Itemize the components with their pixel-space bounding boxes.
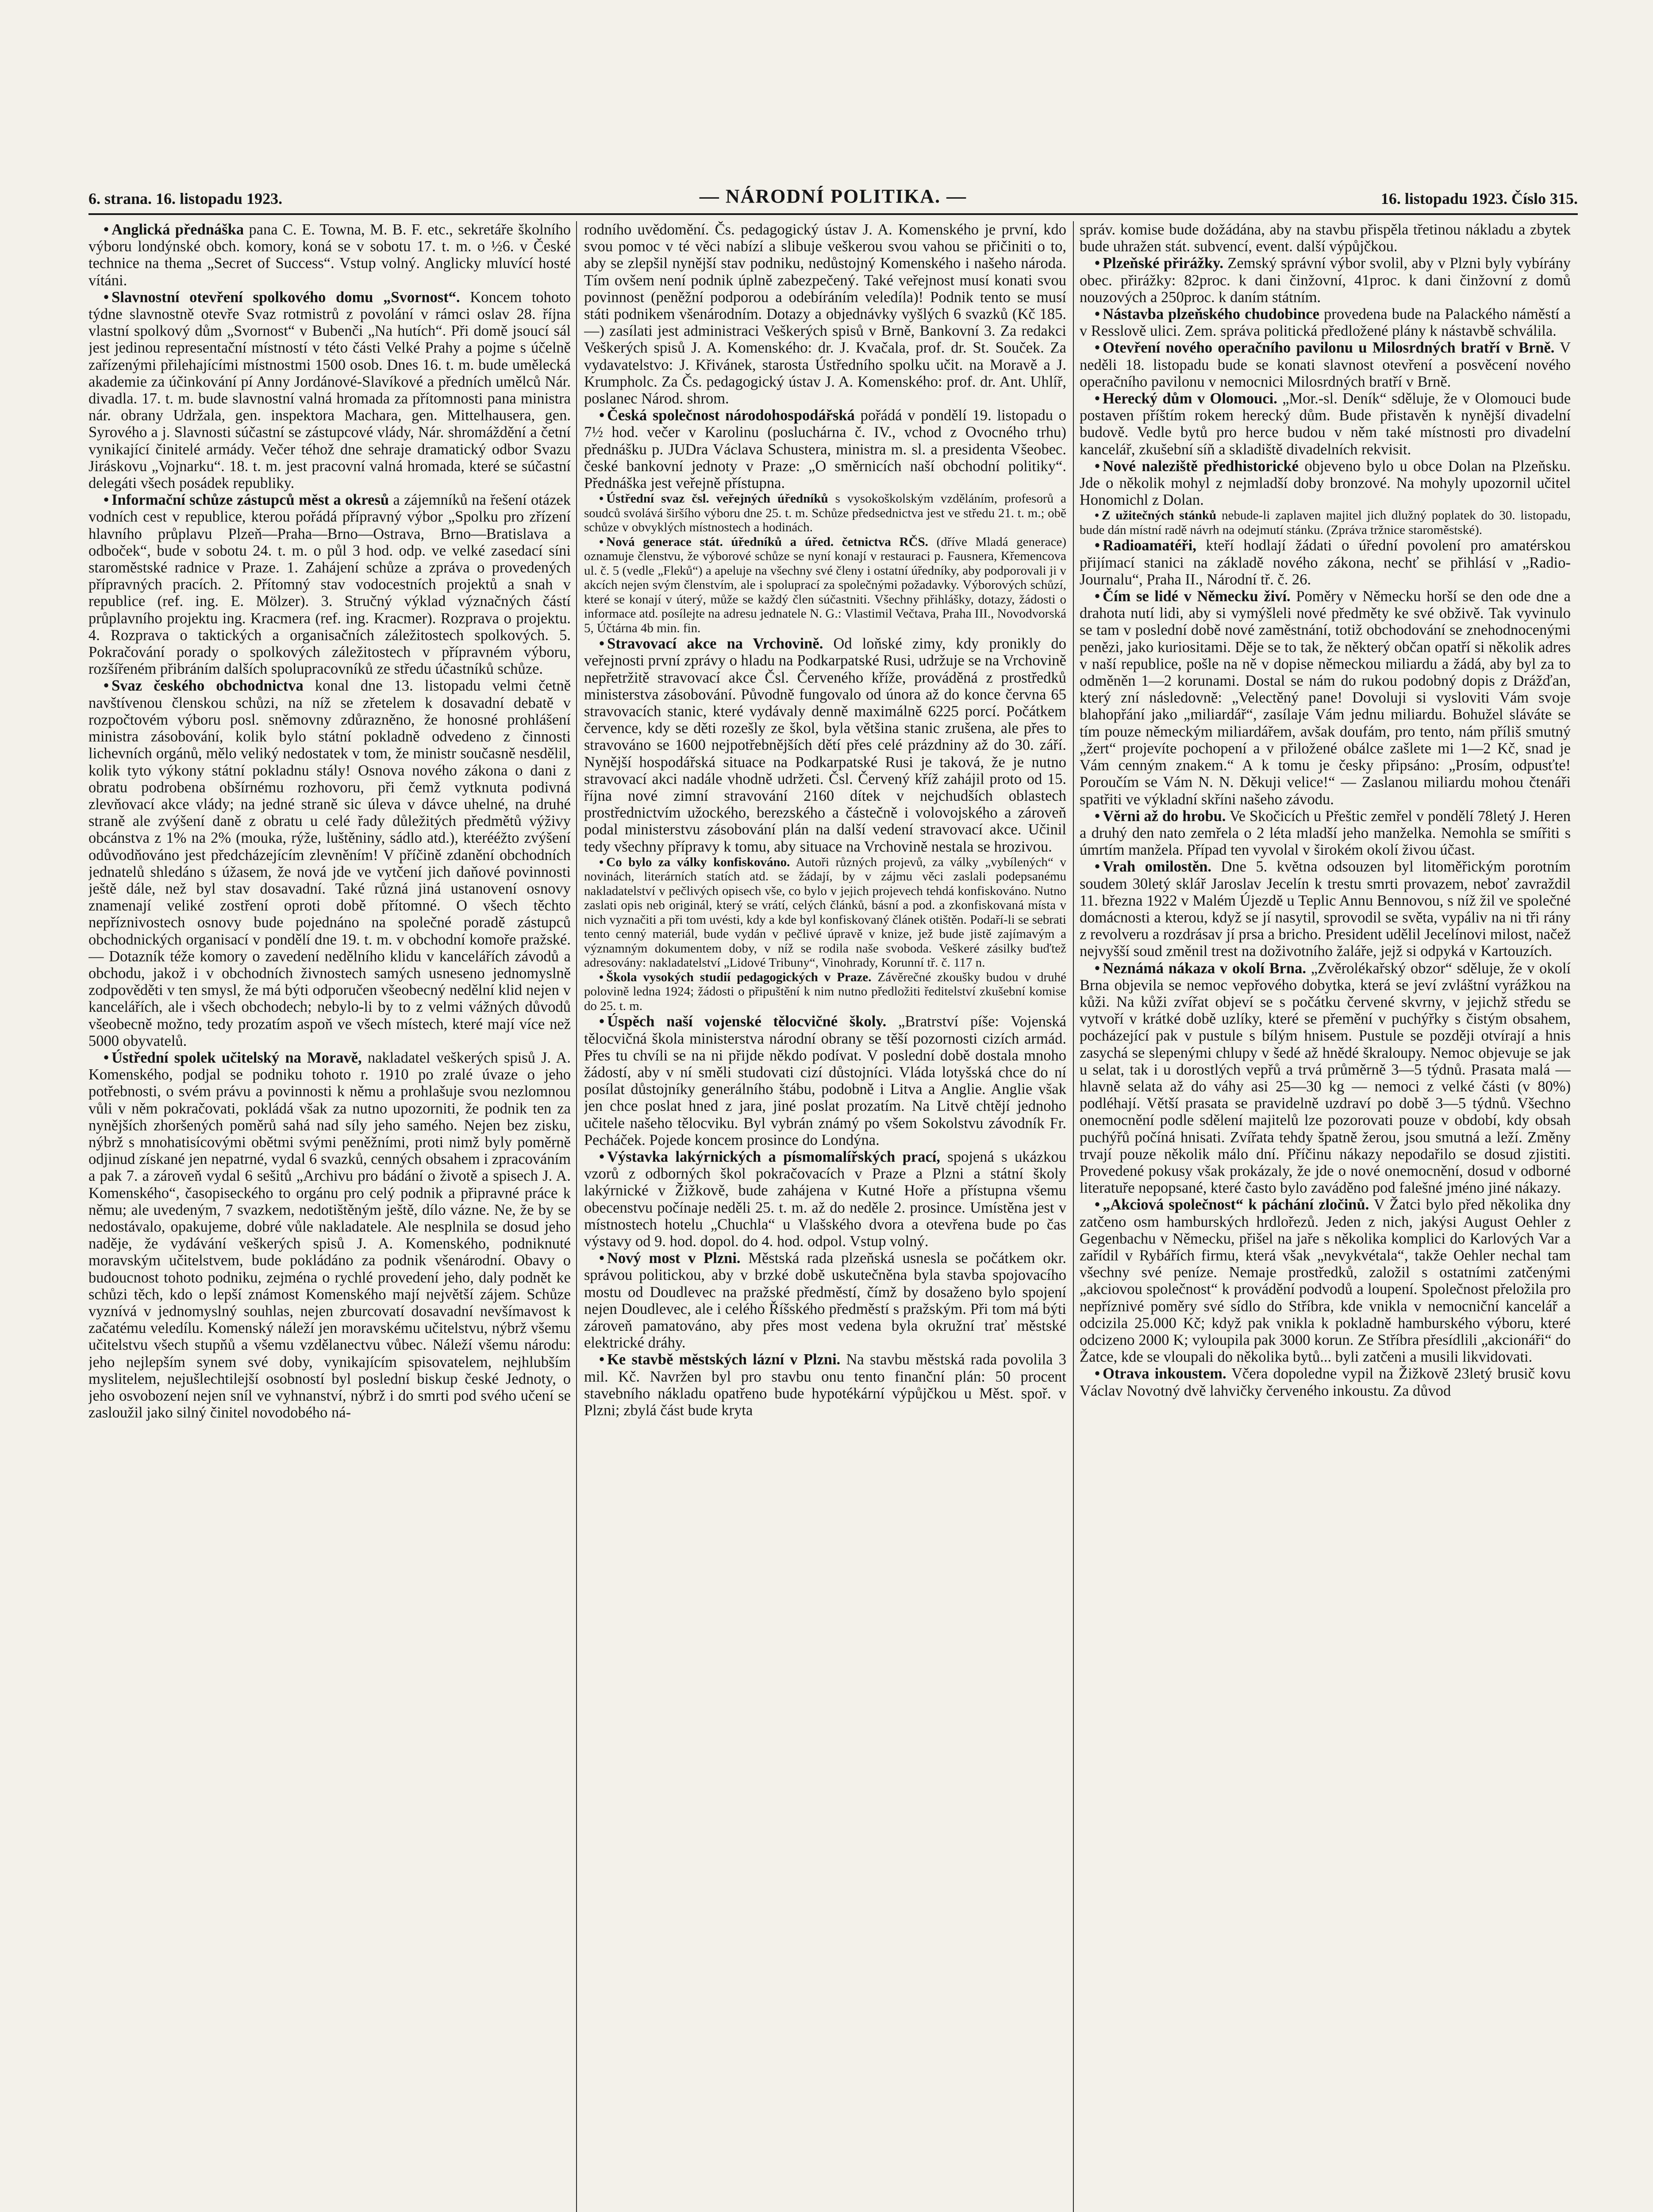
bullet-icon: • [104,492,109,509]
news-item-headline: Ke stavbě městských lázní v Plzni. [607,1351,841,1368]
news-item-body: provedena bude na Palackého náměstí a v Resslově ulici. Zem. správa politická předložené plány k nástavbě schválila. [1080,306,1571,340]
news-item [584,970,1066,1014]
bullet-icon: • [1095,807,1100,825]
news-item-headline: Slavnostní otevření spolkového domu „Svornost“. [111,288,460,306]
news-item-headline: Neznámá nákaza v okolí Brna. [1103,960,1306,977]
news-item-body: nebude-li zaplaven majitel jich dlužný poplatek do 30. listopadu, bude dán místní radě návrh na odejmutí stánku. (Zpráva tržnice staroměstské). [1080,508,1571,537]
news-item [1080,588,1571,808]
news-item [1080,306,1571,339]
news-item-headline: Věrni až do hrobu. [1103,807,1226,825]
bullet-icon: • [599,1351,605,1368]
news-item-body: Městská rada plzeňská usnesla se počátkem okr. správou politickou, aby v brzké době uskutečněna byla stavba spojovacího mostu od Doudlevec na pražské předměstí, čímž by dosaženo bylo spojení nejen Doudlevec, ale i celého Říšského předměstí s pražským. Při tom má býti zároveň pamatováno, aby přes most vedena byla okružní trať městské elektrické dráhy. [584,1250,1066,1352]
news-item-headline: Ústřední svaz čsl. veřejných úředníků [606,492,828,506]
news-item-headline: Vrah omilostěn. [1103,858,1212,876]
news-item-headline: Ústřední spolek učitelský na Moravě, [111,1049,362,1066]
page-number-date: 6. strana. 16. listopadu 1923. [88,190,283,207]
news-item-headline: Otrava inkoustem. [1103,1365,1226,1382]
news-item-body: (dříve Mladá generace) oznamuje členstvu, že výborové schůze se nyní konají v restauraci p. Fausnera, Křemencova ul. č. 5 (vedle „Fleků“) a apeluje na všechny své členy i ostatní úředníky, aby podporovali ji v akcích nejen svým členstvím, ale i spoluprací za společnými požadavky. Výborových schůzí, které se konají v úterý, může se každý člen súčastniti. Všechny přihlášky, dotazy, žádosti o informace atd. posílejte na adresu jednatele N. G.: Vlastimil Večtava, Praha III., Novodvorská 5, Účtárna 4b min. fin. [584,534,1066,635]
bullet-icon: • [1095,960,1100,977]
bullet-icon: • [104,677,109,695]
news-item-headline: Otevření nového operačního pavilonu u Milosrdných bratří v Brně. [1103,339,1555,357]
bullet-icon: • [1095,390,1100,407]
bullet-icon: • [599,1250,605,1267]
news-item [88,492,571,677]
news-item [1080,458,1571,509]
bullet-icon: • [599,492,604,506]
news-item-headline: Stravovací akce na Vrchovině. [607,635,823,653]
news-item-body: Od loňské zimy, kdy pronikly do veřejnosti první zprávy o hladu na Podkarpatské Rusi, udržuje se na Vrchovině nepřetržitě stravovací akce Čsl. Červeného kříže, prováděná z prostředků ministerstva zásobování. Původně fungovalo od února až do konce června 65 stravovacích stanic, které vydávaly denně maximálně 6225 porcí. Počátkem července, kdy se děti rozešly ze škol, byla většina stanic zrušena, ale přes to stravováno se 1600 nejpotřebnějších dětí přes celé prázdniny až do 30. září. Nynější hospodářská situace na Podkarpatské Rusi je taková, že je nutno stravovací akci nadále vhodně udržeti. Čsl. Červený kříž zahájil proto od 15. října nové zimní stravování 2160 dítek v nejchudších oblastech prostřednictvím užockého, berezského a částečně i volovojského a zároveň podal ministerstvu zásobování plán na další vedení stravovací akce. Učinil tedy všechny přípravy k tomu, aby situace na Vrchovině nestala se hrozivou. [584,635,1066,855]
bullet-icon: • [599,855,604,869]
bullet-icon: • [599,635,605,653]
news-item-headline: Svaz českého obchodnictva [111,677,304,695]
news-item-headline: Česká společnost národohospodářská [607,407,855,424]
news-item-headline: Anglická přednáška [111,221,244,238]
bullet-icon: • [1095,1196,1100,1214]
news-item-body: a zájemníků na řešení otázek vodních cest v republice, kterou pořádá přípravný výbor „Spolku pro zřízení hlavního průplavu Plzeň—Praha—Brno—Ostrava, Brno—Bratislava a odboček“, bude v sobotu 24. t. m. o půl 3 hod. odp. ve velké zasedací síni staroměstské radnice v Praze. 1. Zahájení schůze a zpráva o provedených přípravných pracích. 2. Přítomný stav vodocestních projektů a snah v republice (ref. ing. E. Mölzer). 3. Stručný výklad význačných částí průplavního projektu ing. Kracmera (ref. ing. Kracmer). Rozprava o projektu. 4. Rozprava o taktických a organisačních záležitostech spolkových. 5. Pokračování porady o spolkových záležitostech v přípravném výboru, rozšířeném přibráním dalších spolupracovníků ze středu účastníků schůze. [88,492,571,678]
news-item [584,535,1066,636]
news-item-headline: Herecký dům v Olomouci. [1103,390,1277,407]
issue-number-date: 16. listopadu 1923. Číslo 315. [1380,190,1578,207]
news-item-headline: Informační schůze zástupců měst a okresů [111,492,389,509]
news-item [88,1049,571,1421]
news-item-body: pořádá v pondělí 19. listopadu o 7½ hod. večer v Karolinu (posluchárna č. IV., vchod z Ovocného trhu) přednášku p. JUDra Václava Schustera, ministra m. sl. a presidenta Všeobec. české bankovní jednoty v Praze: „O směrnicích naší obchodní politiky“. Přednáška jest veřejně přístupna. [584,407,1066,492]
news-item-headline: Nové naleziště předhistorické [1103,457,1299,475]
news-item [88,221,571,289]
news-item-headline: Plzeňské přirážky. [1103,255,1224,272]
news-item-body: Koncem tohoto týdne slavnostně otevře Svaz rotmistrů z povolání v rámci oslav 28. října vlastní spolkový dům „Svornost“ v Bubenči „Na hutích“. Při domě jsoucí sál jest jedinou representační místností v této části Velké Prahy a pojme s účelně zařízenými přilehajícími místnostmi 1500 osob. Dnes 16. t. m. bude umělecká akademie za účinkování pí Anny Jordánové-Slavíkové a předních umělců Nár. divadla. 17. t. m. bude slavnostní valná hromada za přítomnosti pana ministra nár. obrany Udržala, gen. inspektora Machara, gen. Mittelhausera, gen. Syrového a j. Slavnosti súčastní se zástupcové vlády, Nár. shromáždění a četní vynikající činitelé armády. Večer téhož dne sehraje dramatický odbor Svazu Jiráskovu „Vojnarku“. 18. t. m. jest pracovní valná hromada, které se súčastní delegáti všech posádek republiky. [88,288,571,492]
bullet-icon: • [599,1148,605,1166]
news-item [584,221,1066,407]
bullet-icon: • [104,1049,109,1066]
masthead-title: — NÁRODNÍ POLITIKA. — [699,185,967,207]
news-item-body: Poměry v Německu horší se den ode dne a drahota nutí lidi, aby si vymýšleli nové předměty ke své obživě. Tak vyvinulo se tam v poslední době nové zaměstnání, totiž obchodování se znehodnocenými penězi, jako kuriositami. Děje se to tak, že některý občan opatří si několik adres v naší republice, pošle na ně v dopise německou miliardu a žádá, aby byl za to odměněn 1—2 korunami. Dostal se nám do rukou podobný dopis z Drážďan, který zní následovně: „Velectěný pane! Dovoluji si vysloviti Vám svoje blahopřání jako „miliardář“, zasílaje Vám jednu miliardu. Bohužel sláváte se tím pouze německým miliardářem, avšak doufám, pro tento, nám příliš smutný „žert“ projevíte pochopení a v přiložené obálce zašlete mi 1—2 Kč, snad je Vám cenným znakem.“ A k tomu je česky připsáno: „Prosím, odpusťte! Poroučím se Vám N. N. Děkuji velice!“ — Zaslanou miliardu mohou čtenáři spatřiti ve výkladní skříni našeho závodu. [1080,588,1571,808]
column-1 [88,221,571,2212]
news-item [584,492,1066,535]
column-separator [1073,221,1074,2212]
news-item-headline: Úspěch naší vojenské tělocvičné školy. [607,1013,887,1030]
news-item [584,1351,1066,1419]
bullet-icon: • [599,407,605,424]
news-item-headline: Nástavba plzeňského chudobince [1103,306,1319,323]
news-item-body: Zemský správní výbor svolil, aby v Plzni byly vybírány obec. přirážky: 82proc. k dani činžovní, 41proc. k dani činžovní z domů nouzových a 250proc. k daním státním. [1080,255,1571,306]
bullet-icon: • [1095,1365,1100,1382]
news-item-body: pana C. E. Towna, M. B. F. etc., sekretáře školního výboru londýnské obch. komory, koná se v sobotu 17. t. m. o ½6. v České technice na thema „Secret of Success“. Vstup volný. Anglicky mluvící hosté vítáni. [88,221,571,289]
news-item-body: V neděli 18. listopadu bude se konati slavnost otevření a posvěcení nového operačního pavilonu v nemocnici Milosrdných bratří v Brně. [1080,339,1571,390]
news-item [584,407,1066,492]
news-item-body: s vysokoškolským vzděláním, profesorů a soudců svolává širšího výboru dne 25. t. m. Schůze předsednictva jest ve středu 21. t. m.; obě schůze v obvyklých místnostech a hodinách. [584,492,1066,535]
news-item-body: objeveno bylo u obce Dolan na Plzeňsku. Jde o několik mohyl z nejmladší doby bronzové. Na mohyly upozornil učitel Honomichl z Dolan. [1080,457,1571,509]
bullet-icon: • [1095,858,1100,876]
news-item [584,1250,1066,1351]
news-item-body: V Žatci bylo před několika dny zatčeno osm hamburských hrdlořezů. Jeden z nich, jakýsi August Oehler z Gegenbachu v Německu, přišel na jaře s několika komplici do Karlových Var a zařídil v Rybářích firmu, která však „nevykvétala“, takže Oehler nechal tam všechny své peníze. Nemaje prostředků, založil s ostatními zatčenými „akciovou společnost“ k provádění podvodů a loupení. Společnost přeložila pro nepříznivé poměry své sídlo do Stříbra, kde vnikla v nemocniční kancelář a odcizila 25.000 Kč; když pak vnikla k pokladně hamburského výboru, které odcizeno 2000 K; vyloupila pak 3000 korun. Ze Stříbra přesídlili „akcionáři“ do Žatce, kde se vloupali do několika bytů... byli zatčeni a musili likvidovati. [1080,1196,1571,1366]
bullet-icon: • [1095,537,1100,554]
bullet-icon: • [1095,255,1100,272]
news-item [1080,858,1571,960]
news-item-body: správ. komise bude dožádána, aby na stavbu přispěla třetinou nákladu a zbytek bude uhražen stát. subvencí, event. další výpůjčkou. [1080,221,1571,255]
bullet-icon: • [599,534,604,549]
bullet-icon: • [599,1013,605,1030]
news-item [584,855,1066,970]
bullet-icon: • [104,288,109,306]
news-item-headline: Výstavka lakýrnických a písmomalířských prací, [607,1148,940,1166]
news-item-headline: Z užitečných stánků [1102,508,1217,523]
news-item [88,677,571,1049]
news-item-headline: Nový most v Plzni. [607,1250,741,1267]
news-item-body: Autoři různých projevů, za války „vybílených“ v novinách, literárních statích atd. se žádají, by v zájmu věci zaslali podepsanému nakladatelství v pečlivých opisech vše, co bylo v jejich projevech tehdá konfiskováno. Nutno zaslati opis neb originál, který se vrátí, celých článků, básní a pod. a zkonfiskovaná místa v nich vyznačiti a při tom uvésti, kdy a kde byl konfiskovaný článek otištěn. Podaří-li se sebrati tento cenný materiál, bude vydán v pečlivé úpravě v knize, jež bude jistě zajímavým a významným dokumentem doby, v níž se rodila naše svoboda. Veškeré zásilky buďtež adresovány: nakladatelství „Lidové Tribuny“, Vinohrady, Korunní tř. č. 117 n. [584,855,1066,970]
bullet-icon: • [1095,508,1099,523]
news-item-headline: Nová generace stát. úředníků a úřed. četnictva RČS. [606,534,928,549]
news-item [1080,508,1571,537]
news-item-body: Ve Skočicích u Přeštic zemřel v pondělí 78letý J. Heren a druhý den nato zemřela o 2 léta mladší jeho manželka. Nemohla se smířiti s úmrtím manžela. Případ ten vyvolal v širokém okolí živou účast. [1080,807,1571,859]
news-item [1080,960,1571,1197]
news-item [1080,221,1571,255]
page-header [88,185,1578,210]
news-item [1080,255,1571,306]
news-item [584,635,1066,855]
bullet-icon: • [104,221,109,238]
news-item-body: Dne 5. května odsouzen byl litoměřickým porotním soudem 30letý sklář Jaroslav Jecelín k trestu smrti provazem, neboť zavraždil 11. března 1922 v Malém Újezdě u Teplic Annu Bennovou, s níž žil ve společné domácnosti a kterou, když se jí nasytil, sprovodil se světa, vypáliv na ni tři rány z revolveru a rozdrásav jí prsa a bricho. President udělil Jecelínovi milost, načež nejvyšší soud změnil trest na doživotního žaláře, jejž si odpyká v Kartouzích. [1080,858,1571,960]
news-item-headline: Škola vysokých studií pedagogických v Praze. [606,970,872,984]
news-item [88,289,571,492]
bullet-icon: • [1095,588,1100,605]
news-item-headline: „Akciová společnost“ k páchání zločinů. [1103,1196,1369,1214]
news-item [1080,808,1571,859]
news-item-body: „Bratrství píše: Vojenská tělocvičná škola ministerstva národní obrany se těší pozornosti cizích armád. Přes tu chvíli se na ni přijde někdo podívat. V poslední době dostala mnoho žádostí, aby v ní směli studovati cizí důstojníci. Vláda lotyšská chce do ní posílat důstojníky generálního štábu, podobně i Litva a Anglie. Anglie však jen chce poslat hned z jara, jiné poslat prozatím. Na Litvě chtějí jednoho učitele našeho tělocviku. Byl vybrán známý po všem Sokolstvu závodník Fr. Pecháček. Pojede koncem prosince do Londýna. [584,1013,1066,1148]
news-item-body: nakladatel veškerých spisů J. A. Komenského, podjal se podniku tohoto r. 1910 po zralé úvaze o jeho potřebnosti, o svém právu a povinnosti k němu a prohlašuje svou nezlomnou vůli v něm pokračovati, pokládá však za nutno upozorniti, že podnik ten za nynějších zhoršených poměrů sahá nad síly jeho samého. Nejen bez zisku, nýbrž s mnohatisícovými obětmi svými peněžními, proti nimž byly poměrně odjinud získané jen nepatrné, vydal 6 svazků, cenných obsahem i zpracováním a pak 7. a zároveň vydal 6 sešitů „Archivu pro bádání o životě a spisech J. A. Komenského“, časopiseckého to orgánu pro celý podnik a připravné práce k němu; ale uvedeným, 7 svazkem, nedotištěným ještě, dílo vázne. Ne, že by se nedostávalo, opakujeme, dobré vůle nakladatele. Ale nesplnila se dosud jeho naděje, že vydávání veškerých spisů J. A. Komenského, podniknuté moravským učitelstvem, bude pokládáno za podnik všenárodní. Obavy o budoucnost tohoto podniku, zejména o rychlé provedení jeho, daly podnět ke schůzi těch, kdo o lepší známost Komenského mají největší zájem. Schůze vyznívá v jednomyslný souhlas, nejen zburcovatí dosavadní nevšímavost k začatému veledílu. Komenský náleží jen moravskému učitelstvu, nýbrž všemu učitelstvu všech stupňů a všemu vzdělanectvu vůbec. Náleží všemu národu: jeho nejlepším synem své doby, vynikajícím spisovatelem, nejhlubším myslitelem, nejušlechtilejší osobností byl poslední biskup české Jednoty, o jeho osvobození nejen sníl ve vyhnanství, nýbrž i do smrti pod svého učení se zasloužil jako silný činitel novodobého ná- [88,1049,571,1421]
column-3 [1080,221,1571,2212]
news-item [584,1148,1066,1250]
news-item [1080,339,1571,390]
bullet-icon: • [1095,457,1100,475]
column-separator [576,221,577,2212]
news-item [1080,1196,1571,1365]
news-item-body: kteří hodlají žádati o úřední povolení pro amatérskou přijímací stanici na základě nového zákona, nechť se přihlásí v „Radio-Journalu“, Praha II., Národní tř. č. 26. [1080,537,1571,588]
news-item [1080,390,1571,458]
news-item [1080,537,1571,588]
news-item-body: „Mor.-sl. Deník“ sděluje, že v Olomouci bude postaven příštím rokem herecký dům. Bude přistavěn k nynější divadelní budově. Vedle bytů pro herce budou v něm také místnosti pro divadelní kancelář, zkušební síň a skladiště divadelních rekvisit. [1080,390,1571,458]
news-item-headline: Radioamatéři, [1103,537,1196,554]
news-item-body: spojená s ukázkou vzorů z odborných škol pokračovacích v Praze a Plzni a státní školy lakýrnické v Žižkově, bude zahájena v Kutné Hoře a přístupna všemu obecenstvu počínaje neděli 25. t. m. až do neděle 2. prosince. Umístěna jest v místnostech hotelu „Chuchla“ u Vlašského dvora a otevřena bude po čas výstavy od 9. hod. dopol. do 4. hod. odpol. Vstup volný. [584,1148,1066,1250]
news-item-headline: Co bylo za války konfiskováno. [606,855,790,869]
news-item [1080,1365,1571,1399]
news-item-body: konal dne 13. listopadu velmi četně navštívenou členskou schůzi, na níž se zřetelem k dosavadní debatě v rozpočtovém výboru posl. sněmovny zdůrazněno, že honosné prohlášení ministra zásobování, kolik bylo státní pokladně odvedeno z činnosti lichevních orgánů, mělo veliký nedostatek v tom, že ministr současně nesdělil, kolik tyto výkony státní pokladnu stály! Osnova nového zákona o dani z obratu podrobena obšírnému rozhovoru, při čemž vytknuta podivná zlevňovací akce vlády; na jedné straně sic úleva v dávce uhelné, na druhé straně ale zvýšení daně z obratu u celé řady důležitých předmětů výživy obcánstva z 1% na 2% (mouka, rýže, luštěniny, sádlo atd.), kterééžto zvýšení odůvodňováno jest předcházejícím zlevněním! V příčině zdanění obchodních jednatelů shledáno s úžasem, že nová jde ve vytčení jich daňové povinnosti ještě dále, než byl stav dosavadní. Také různá jiná ustanovení osnovy znamenají veliké zostření oproti době přítomné. O všech těchto nepříznivostech osnovy bude pojednáno na společné poradě zástupců obchodnických organisací v pondělí dne 19. t. m. v obchodní komoře pražské. — Dotazník téže komory o zavedení nedělního klidu v kancelářích závodů a obchodu, jakož i v obchodních živnostech samých usneseno jednomyslně zodpověděti v ten smysl, že má býti odporučen všeobecný nedělní klid nejen v kancelářích, ale i všech obchodech; nebylo-li by to z velmi vážných důvodů všeobecně možno, tedy prozatím aspoň ve všech místech, které mají více než 5000 obyvatelů. [88,677,571,1049]
header-rule [88,213,1578,215]
news-item-body: rodního uvědomění. Čs. pedagogický ústav J. A. Komenského je první, kdo svou pomoc v té věci nabízí a slibuje veškerou svou vahou se přičiniti o to, aby se zlepšil nynější stav podniku, nedůstojný Komenského i našeho národa. Tím ovšem není podnik úplně zabezpečený. Také veřejnost musí konati svou povinnost (peněžní podporou a odebíráním veledíla)! Podnik tento se musí státi podnikem všenárodním. Dotazy a objednávky vyšlých 6 svazků (Kč 185.—) zasílati jest administraci Veškerých spisů v Brně, Bankovní 3. Za redakci Veškerých spisů J. A. Komenského: dr. J. Kvačala, prof. dr. St. Souček. Za vydavatelstvo: J. Křivánek, starosta Ústředního spolku učit. na Moravě a J. Krumpholc. Za Čs. pedagogický ústav J. A. Komenského: prof. dr. Ant. Uhlíř, poslanec Národ. shrom. [584,221,1066,407]
column-2 [584,221,1066,2212]
bullet-icon: • [1095,339,1100,357]
news-item-body: Závěrečné zkoušky budou v druhé polovině ledna 1924; žádosti o připuštění k nim nutno předložiti ředitelství zkušební komise do 25. t. m. [584,970,1066,1013]
news-item-body: Na stavbu městská rada povolila 3 mil. Kč. Navržen byl pro stavbu onu tento finanční plán: 50 procent stavebního nákladu opatřeno bude hypotékární výpůjčkou u Měst. spoř. v Plzni; zbylá část bude kryta [584,1351,1066,1419]
news-item-body: Včera dopoledne vypil na Žižkově 23letý brusič kovu Václav Novotný dvě lahvičky červeného inkoustu. Za důvod [1080,1365,1571,1399]
news-item-body: „Zvěrolékařský obzor“ sděluje, že v okolí Brna objevila se nemoc vepřového dobytka, která se jeví zvláštní vyrážkou na kůži. Na kůži zvířat objeví se s počátku červené skvrny, v jejichž středu se vytvoří v krátké době uzlíky, které se přemění v puchýřky s čistým obsahem, pocházející pak v pustule s bílým hnisem. Pustule se později otvírají a hnis zasychá se slepenými chlupy v šedé až hnědé škraloupy. Nemoc objevuje se jak u selat, tak i u dorostlých vepřů a trvá průměrně 3—5 týdnů. Prasata malá — hlavně selata až do váhy asi 25—30 kg — nemoci z velké části (v 80%) podléhají. Větší prasata se pravidelně uzdraví po době 3—5 týdnů. Všechno onemocnění podle sdělení majitelů lze pozorovati pouze v období, kdy obsah puchýřů počíná hnisati. Zvířata tehdy špatně žerou, jsou smutná a leží. Změny trvají pouze několik málo dní. Příčinu nákazy nepodařilo se dosud zjistiti. Provedené pokusy však prokázaly, že jde o nové onemocnění, dosud v odborné literatuře nepopsané, které často bylo zaváděno pod falešné jméno jiné nákazy. [1080,960,1571,1197]
bullet-icon: • [599,970,604,984]
bullet-icon: • [1095,306,1100,323]
news-item [584,1013,1066,1148]
news-item-headline: Čím se lidé v Německu živí. [1103,588,1291,605]
